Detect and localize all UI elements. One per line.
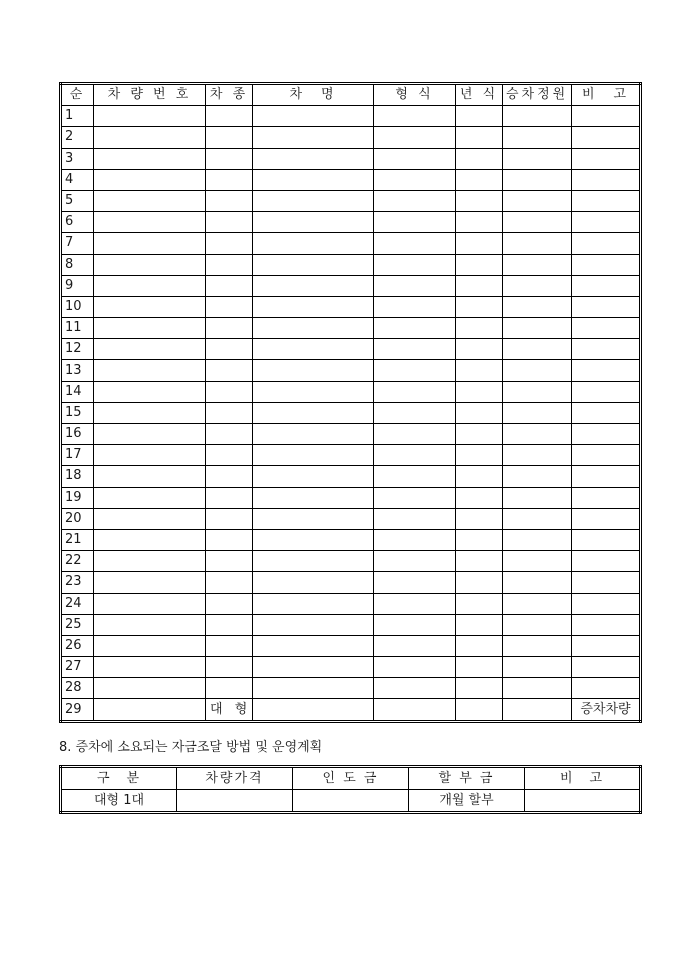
row-capacity [503, 318, 572, 339]
table-row [61, 445, 641, 466]
row-remarks [572, 296, 641, 317]
row-order: 24 [61, 593, 94, 614]
vehicle-table-header-row [61, 84, 641, 106]
table-row [61, 318, 641, 339]
row-capacity [503, 339, 572, 360]
row-order: 4 [61, 169, 94, 190]
row-order: 21 [61, 529, 94, 550]
row-order: 20 [61, 508, 94, 529]
row-vehicle-name [253, 551, 374, 572]
row-remarks [572, 635, 641, 656]
row-vehicle-type [206, 593, 253, 614]
row-vehicle-type [206, 487, 253, 508]
row-vehicle-name [253, 529, 374, 550]
row-model-year [456, 148, 503, 169]
row-vehicle-type [206, 572, 253, 593]
row-capacity [503, 678, 572, 699]
row-vehicle-name [253, 424, 374, 445]
row-model-year [456, 508, 503, 529]
row-remarks [572, 445, 641, 466]
row-vehicle-name [253, 402, 374, 423]
funding-header-down-payment: 인 도 금 [293, 767, 409, 790]
row-remarks [572, 381, 641, 402]
row-capacity [503, 254, 572, 275]
row-remarks [572, 190, 641, 211]
row-order: 10 [61, 296, 94, 317]
row-capacity [503, 445, 572, 466]
row-model-year [456, 381, 503, 402]
row-capacity [503, 275, 572, 296]
row-vehicle-name [253, 572, 374, 593]
row-vehicle-name [253, 699, 374, 721]
row-model [374, 657, 456, 678]
table-row [61, 466, 641, 487]
table-row [61, 699, 641, 721]
row-model-year [456, 339, 503, 360]
row-remarks [572, 212, 641, 233]
row-order: 27 [61, 657, 94, 678]
row-plate-number [94, 593, 206, 614]
row-vehicle-name [253, 339, 374, 360]
row-model-year [456, 529, 503, 550]
row-order: 5 [61, 190, 94, 211]
table-row [61, 402, 641, 423]
row-plate-number [94, 678, 206, 699]
row-plate-number [94, 445, 206, 466]
row-model-year [456, 572, 503, 593]
row-model [374, 424, 456, 445]
row-plate-number [94, 148, 206, 169]
table-row [61, 551, 641, 572]
row-model-year [456, 233, 503, 254]
row-vehicle-type [206, 635, 253, 656]
row-order: 26 [61, 635, 94, 656]
row-vehicle-type [206, 127, 253, 148]
row-model [374, 466, 456, 487]
row-capacity [503, 657, 572, 678]
row-model [374, 381, 456, 402]
row-vehicle-name [253, 635, 374, 656]
row-order: 3 [61, 148, 94, 169]
row-vehicle-type [206, 275, 253, 296]
row-model-year [456, 275, 503, 296]
header-vehicle-type: 차 종 [206, 84, 253, 106]
row-plate-number [94, 508, 206, 529]
table-row [61, 593, 641, 614]
row-plate-number [94, 657, 206, 678]
header-remarks: 비 고 [572, 84, 641, 106]
row-model [374, 402, 456, 423]
row-model [374, 699, 456, 721]
row-plate-number [94, 381, 206, 402]
row-vehicle-type [206, 148, 253, 169]
row-plate-number [94, 339, 206, 360]
row-order: 11 [61, 318, 94, 339]
row-capacity [503, 148, 572, 169]
row-vehicle-name [253, 657, 374, 678]
row-capacity [503, 212, 572, 233]
table-row [61, 360, 641, 381]
row-order: 23 [61, 572, 94, 593]
row-vehicle-name [253, 487, 374, 508]
table-row [61, 169, 641, 190]
row-plate-number [94, 635, 206, 656]
row-remarks [572, 657, 641, 678]
row-vehicle-type [206, 445, 253, 466]
row-capacity [503, 296, 572, 317]
row-model [374, 529, 456, 550]
row-vehicle-name [253, 678, 374, 699]
row-vehicle-type [206, 254, 253, 275]
table-row [61, 127, 641, 148]
row-model-year [456, 445, 503, 466]
row-vehicle-name [253, 106, 374, 127]
row-model [374, 318, 456, 339]
row-order: 17 [61, 445, 94, 466]
row-model [374, 635, 456, 656]
funding-header-category: 구 분 [61, 767, 177, 790]
row-model-year [456, 424, 503, 445]
row-remarks [572, 572, 641, 593]
row-capacity [503, 529, 572, 550]
row-order: 15 [61, 402, 94, 423]
row-model [374, 360, 456, 381]
row-vehicle-name [253, 508, 374, 529]
row-vehicle-type [206, 169, 253, 190]
row-model-year [456, 402, 503, 423]
row-model [374, 508, 456, 529]
row-vehicle-type [206, 508, 253, 529]
row-order: 22 [61, 551, 94, 572]
row-model [374, 593, 456, 614]
row-remarks [572, 466, 641, 487]
row-model [374, 339, 456, 360]
row-remarks [572, 487, 641, 508]
row-remarks [572, 169, 641, 190]
row-vehicle-name [253, 233, 374, 254]
row-order: 19 [61, 487, 94, 508]
row-model-year [456, 466, 503, 487]
row-model [374, 296, 456, 317]
row-plate-number [94, 275, 206, 296]
row-model [374, 212, 456, 233]
row-capacity [503, 190, 572, 211]
row-capacity [503, 381, 572, 402]
funding-table-row [61, 790, 641, 813]
row-capacity [503, 127, 572, 148]
row-capacity [503, 424, 572, 445]
row-remarks [572, 148, 641, 169]
row-remarks [572, 233, 641, 254]
row-model [374, 254, 456, 275]
row-model-year [456, 169, 503, 190]
row-vehicle-type [206, 678, 253, 699]
funding-header-price: 차량가격 [177, 767, 293, 790]
row-model [374, 445, 456, 466]
row-vehicle-type [206, 212, 253, 233]
row-model [374, 551, 456, 572]
table-row [61, 508, 641, 529]
row-remarks [572, 318, 641, 339]
section-title: 8. 증차에 소요되는 자금조달 방법 및 운영계획 [59, 740, 323, 755]
row-plate-number [94, 360, 206, 381]
row-remarks [572, 360, 641, 381]
header-model-year: 년 식 [456, 84, 503, 106]
row-vehicle-type [206, 339, 253, 360]
funding-table [59, 765, 642, 814]
row-remarks [572, 402, 641, 423]
row-vehicle-type [206, 657, 253, 678]
row-model-year [456, 127, 503, 148]
row-model-year [456, 678, 503, 699]
table-row [61, 614, 641, 635]
table-row [61, 635, 641, 656]
row-plate-number [94, 169, 206, 190]
row-remarks: 증차차량 [572, 699, 641, 721]
row-vehicle-name [253, 212, 374, 233]
row-vehicle-name [253, 148, 374, 169]
row-model [374, 148, 456, 169]
table-row [61, 233, 641, 254]
row-vehicle-name [253, 466, 374, 487]
row-plate-number [94, 572, 206, 593]
row-vehicle-name [253, 275, 374, 296]
header-plate-number: 차 량 번 호 [94, 84, 206, 106]
row-capacity [503, 487, 572, 508]
row-vehicle-type [206, 190, 253, 211]
row-vehicle-name [253, 296, 374, 317]
row-model [374, 275, 456, 296]
row-vehicle-name [253, 318, 374, 339]
header-model: 형 식 [374, 84, 456, 106]
row-plate-number [94, 106, 206, 127]
row-vehicle-type [206, 424, 253, 445]
table-row [61, 339, 641, 360]
table-row [61, 296, 641, 317]
row-model-year [456, 614, 503, 635]
row-plate-number [94, 127, 206, 148]
row-model-year [456, 635, 503, 656]
table-row [61, 381, 641, 402]
row-plate-number [94, 233, 206, 254]
row-remarks [572, 424, 641, 445]
row-plate-number [94, 296, 206, 317]
row-vehicle-name [253, 593, 374, 614]
row-capacity [503, 402, 572, 423]
row-plate-number [94, 212, 206, 233]
table-row [61, 572, 641, 593]
table-row [61, 190, 641, 211]
row-plate-number [94, 614, 206, 635]
row-model [374, 127, 456, 148]
row-vehicle-type: 대 형 [206, 699, 253, 721]
row-vehicle-type [206, 529, 253, 550]
row-model [374, 572, 456, 593]
row-vehicle-type [206, 614, 253, 635]
row-vehicle-type [206, 296, 253, 317]
row-plate-number [94, 466, 206, 487]
funding-header-remarks: 비 고 [525, 767, 641, 790]
vehicle-table-body [61, 106, 641, 721]
row-remarks [572, 339, 641, 360]
table-row [61, 657, 641, 678]
funding-table-header-row [61, 767, 641, 790]
row-model [374, 487, 456, 508]
row-capacity [503, 572, 572, 593]
row-vehicle-type [206, 381, 253, 402]
funding-installment: 개월 할부 [409, 790, 525, 813]
row-remarks [572, 508, 641, 529]
row-order: 12 [61, 339, 94, 360]
row-model-year [456, 699, 503, 721]
table-row [61, 106, 641, 127]
row-vehicle-type [206, 106, 253, 127]
row-plate-number [94, 254, 206, 275]
row-model-year [456, 360, 503, 381]
row-remarks [572, 254, 641, 275]
row-remarks [572, 593, 641, 614]
row-model-year [456, 657, 503, 678]
row-capacity [503, 233, 572, 254]
row-vehicle-name [253, 445, 374, 466]
row-model-year [456, 212, 503, 233]
row-plate-number [94, 424, 206, 445]
row-order: 2 [61, 127, 94, 148]
row-order: 13 [61, 360, 94, 381]
row-model-year [456, 318, 503, 339]
row-vehicle-name [253, 360, 374, 381]
row-model-year [456, 190, 503, 211]
row-capacity [503, 593, 572, 614]
row-model [374, 169, 456, 190]
table-row [61, 212, 641, 233]
row-capacity [503, 508, 572, 529]
header-capacity: 승차정원 [503, 84, 572, 106]
row-model-year [456, 296, 503, 317]
row-plate-number [94, 487, 206, 508]
vehicle-table [59, 82, 642, 723]
row-vehicle-name [253, 254, 374, 275]
row-plate-number [94, 318, 206, 339]
row-capacity [503, 360, 572, 381]
row-order: 25 [61, 614, 94, 635]
row-model-year [456, 551, 503, 572]
funding-remarks [525, 790, 641, 813]
table-row [61, 529, 641, 550]
row-plate-number [94, 529, 206, 550]
header-order: 순 [61, 84, 94, 106]
row-remarks [572, 529, 641, 550]
row-vehicle-type [206, 360, 253, 381]
funding-category: 대형 1대 [61, 790, 177, 813]
row-vehicle-type [206, 551, 253, 572]
funding-down-payment [293, 790, 409, 813]
row-vehicle-name [253, 190, 374, 211]
header-vehicle-name: 차 명 [253, 84, 374, 106]
row-vehicle-name [253, 381, 374, 402]
row-model-year [456, 254, 503, 275]
row-capacity [503, 551, 572, 572]
table-row [61, 254, 641, 275]
row-vehicle-type [206, 402, 253, 423]
row-model [374, 614, 456, 635]
row-vehicle-name [253, 169, 374, 190]
funding-price [177, 790, 293, 813]
row-capacity [503, 106, 572, 127]
row-order: 7 [61, 233, 94, 254]
row-model-year [456, 593, 503, 614]
row-remarks [572, 127, 641, 148]
row-capacity [503, 169, 572, 190]
row-capacity [503, 635, 572, 656]
row-vehicle-name [253, 127, 374, 148]
row-remarks [572, 275, 641, 296]
row-order: 18 [61, 466, 94, 487]
row-model [374, 106, 456, 127]
row-vehicle-type [206, 318, 253, 339]
row-order: 14 [61, 381, 94, 402]
table-row [61, 678, 641, 699]
row-order: 16 [61, 424, 94, 445]
row-order: 6 [61, 212, 94, 233]
table-row [61, 275, 641, 296]
row-plate-number [94, 699, 206, 721]
row-plate-number [94, 551, 206, 572]
row-model [374, 233, 456, 254]
row-order: 8 [61, 254, 94, 275]
row-plate-number [94, 402, 206, 423]
row-model [374, 678, 456, 699]
row-order: 1 [61, 106, 94, 127]
funding-header-installment: 할 부 금 [409, 767, 525, 790]
row-capacity [503, 466, 572, 487]
row-plate-number [94, 190, 206, 211]
row-remarks [572, 614, 641, 635]
table-row [61, 487, 641, 508]
row-capacity [503, 699, 572, 721]
row-model [374, 190, 456, 211]
row-capacity [503, 614, 572, 635]
row-order: 9 [61, 275, 94, 296]
row-remarks [572, 106, 641, 127]
row-model-year [456, 487, 503, 508]
row-vehicle-type [206, 233, 253, 254]
table-row [61, 148, 641, 169]
row-remarks [572, 551, 641, 572]
row-order: 29 [61, 699, 94, 721]
row-vehicle-type [206, 466, 253, 487]
row-vehicle-name [253, 614, 374, 635]
row-model-year [456, 106, 503, 127]
table-row [61, 424, 641, 445]
row-remarks [572, 678, 641, 699]
row-order: 28 [61, 678, 94, 699]
